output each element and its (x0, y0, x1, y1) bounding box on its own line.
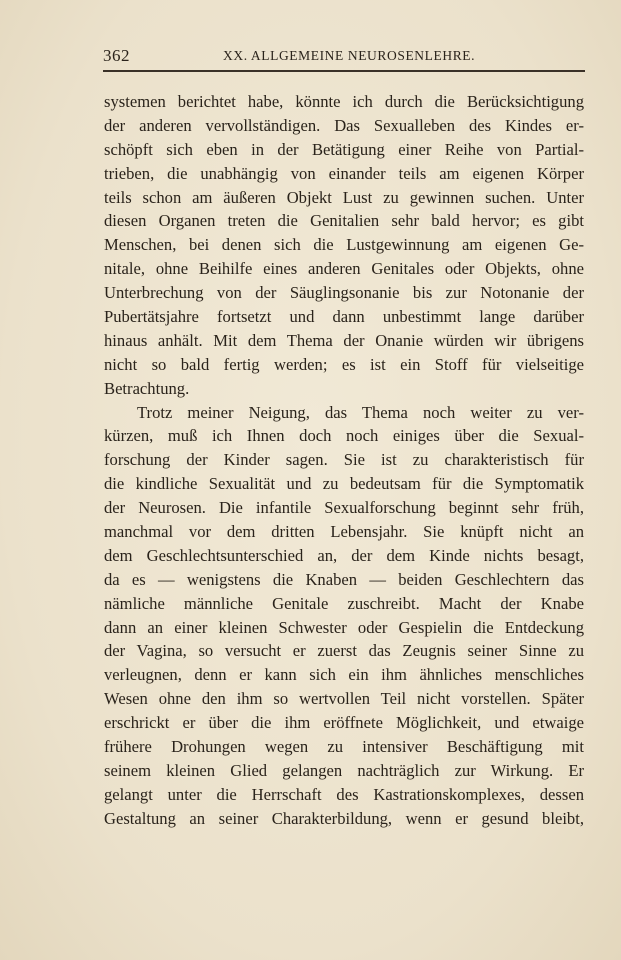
text-line-paragraph-end: Betrachtung. (104, 378, 190, 398)
text-line-paragraph-start: Trotz meiner Neigung, das Thema noch weiter zu ver- (137, 402, 584, 422)
text-line: hinaus anhält. Mit dem Thema der Onanie würden wir übrigens (104, 330, 584, 350)
text-line: verleugnen, denn er kann sich ein ihm ähnliches menschliches (104, 665, 584, 685)
text-line: nitale, ohne Beihilfe eines anderen Genitales oder Objekts, ohne (104, 259, 584, 279)
text-line: frühere Drohungen wegen zu intensiver Beschäftigung mit (104, 737, 584, 757)
text-line: manchmal vor dem dritten Lebensjahr. Sie knüpft nicht an (104, 522, 584, 542)
text-line: nicht so bald fertig werden; es ist ein Stoff für vielseitige (104, 354, 584, 374)
text-line: Pubertätsjahre fortsetzt und dann unbestimmt lange darüber (104, 307, 584, 327)
text-line: der anderen vervollständigen. Das Sexualleben des Kindes er- (104, 115, 584, 135)
text-line: der Vagina, so versucht er zuerst das Zeugnis seiner Sinne zu (104, 641, 584, 661)
text-line: Menschen, bei denen sich die Lustgewinnung am eigenen Ge- (104, 235, 584, 255)
text-line: diesen Organen treten die Genitalien sehr bald hervor; es gibt (104, 211, 584, 231)
text-line: der Neurosen. Die infantile Sexualforschung beginnt sehr früh, (104, 498, 584, 518)
running-head: XX. ALLGEMEINE NEUROSENLEHRE. (223, 48, 476, 63)
text-line: nämliche männliche Genitale zuschreibt. Macht der Knabe (104, 593, 584, 613)
page-number: 362 (103, 46, 130, 65)
text-line: forschung der Kinder sagen. Sie ist zu charakteristisch für (104, 450, 584, 470)
text-line: dann an einer kleinen Schwester oder Gespielin die Entdeckung (104, 617, 584, 637)
page-header (103, 44, 585, 66)
text-line: Wesen ohne den ihm so wertvollen Teil nicht vorstellen. Später (104, 689, 584, 709)
header-rule (103, 70, 585, 72)
text-line: seinem kleinen Glied gelangen nachträglich zur Wirkung. Er (104, 760, 584, 780)
text-line: systemen berichtet habe, könnte ich durch die Berücksichtigung (104, 92, 584, 111)
text-line: schöpft sich eben in der Betätigung einer Reihe von Partial- (104, 139, 584, 159)
text-line: Gestaltung an seiner Charakterbildung, wenn er gesund bleibt, (104, 808, 584, 828)
text-line: da es — wenigstens die Knaben — beiden Geschlechtern das (104, 569, 584, 589)
text-line: kürzen, muß ich Ihnen doch noch einiges über die Sexual- (104, 426, 584, 446)
text-line: erschrickt er über die ihm eröffnete Möglichkeit, und etwaige (104, 713, 584, 733)
text-line: dem Geschlechtsunterschied an, der dem Kinde nichts besagt, (104, 545, 584, 565)
text-line: Unterbrechung von der Säuglingsonanie bis zur Notonanie der (104, 283, 584, 303)
body-text (104, 90, 584, 831)
text-line: trieben, die unabhängig von einander teils am eigenen Körper (104, 163, 584, 183)
text-line: gelangt unter die Herrschaft des Kastrationskomplexes, dessen (104, 784, 584, 804)
text-line: die kindliche Sexualität und zu bedeutsam für die Symptomatik (104, 474, 584, 494)
text-line: teils schon am äußeren Objekt Lust zu gewinnen suchen. Unter (104, 187, 584, 207)
